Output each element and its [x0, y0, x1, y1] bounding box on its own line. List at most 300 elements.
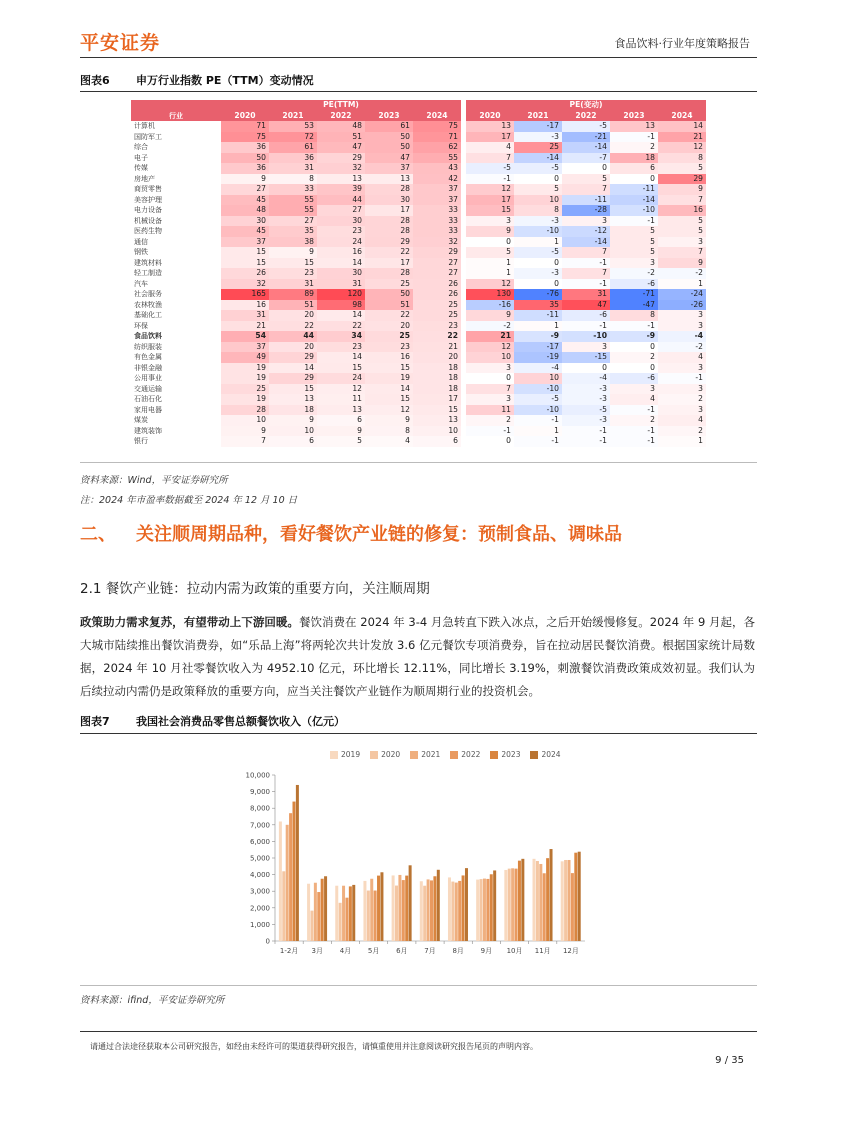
pe-cell: 10 — [269, 426, 317, 437]
bar-2024 — [550, 849, 553, 941]
pe-change-cell: 3 — [658, 237, 706, 248]
pe-change-cell: -28 — [562, 205, 610, 216]
pe-cell: 55 — [269, 195, 317, 206]
bar-2022 — [458, 881, 461, 941]
table-row — [131, 163, 706, 174]
pe-cell: 24 — [317, 373, 365, 384]
pe-cell: 44 — [317, 195, 365, 206]
bar-2021 — [455, 883, 458, 941]
paragraph-lead: 政策助力需求复苏，有望带动上下游回暖。 — [80, 615, 299, 629]
pe-cell: 23 — [269, 268, 317, 279]
pe-cell: 89 — [269, 289, 317, 300]
pe-cell: 51 — [365, 300, 413, 311]
bar-2024 — [352, 885, 355, 941]
pe-cell: 18 — [413, 363, 461, 374]
table-row — [131, 174, 706, 185]
x-tick-label: 5月 — [367, 947, 380, 955]
y-tick-label: 8,000 — [249, 804, 270, 813]
pe-cell: 47 — [317, 142, 365, 153]
pe-cell: 29 — [269, 373, 317, 384]
table-row — [131, 279, 706, 290]
pe-cell: 28 — [221, 405, 269, 416]
pe-cell: 28 — [365, 226, 413, 237]
pe-cell: 11 — [317, 394, 365, 405]
pe-cell: 48 — [317, 121, 365, 132]
pe-change-cell: 3 — [658, 405, 706, 416]
header-year: 2021 — [269, 111, 317, 122]
bar-2023 — [405, 876, 408, 941]
pe-change-cell: 3 — [610, 384, 658, 395]
pe-change-cell: 17 — [466, 195, 514, 206]
bar-2024 — [578, 852, 581, 941]
industry-name: 电力设备 — [134, 206, 162, 215]
pe-change-cell: -1 — [466, 426, 514, 437]
bar-2022 — [317, 892, 320, 941]
bar-2020 — [395, 886, 398, 941]
bar-2020 — [508, 869, 511, 941]
bar-2022 — [486, 879, 489, 941]
industry-name: 通信 — [134, 237, 148, 246]
pe-change-cell: 3 — [658, 310, 706, 321]
pe-cell: 71 — [413, 132, 461, 143]
bar-2019 — [279, 821, 282, 941]
paragraph-body: 餐饮消费在 2024 年 3-4 月急转直下跌入冰点，之后开始缓慢修复。2024 年 9 月起，各大城市陆续推出餐饮消费券，如“乐品上海”将两轮次共计发放 3.6 亿元餐饮专项消费券，旨在拉动居民餐饮消费。根据国家统计局数据，2024 年 10 月社零餐饮收入为 4952.10 亿元，环比增长 12.11%，同比增长 3.19%，刺激餐饮消费政策成效初显。我们认为后续拉动内需仍是政策释放的重要方向，应当关注餐饮产业链作为顺周期行业的投资机会。 — [80, 615, 756, 698]
pe-change-cell: 7 — [562, 184, 610, 195]
pe-change-cell: 4 — [658, 415, 706, 426]
footer-rule — [80, 1031, 757, 1032]
pe-change-cell: 2 — [610, 415, 658, 426]
pe-cell: 25 — [413, 310, 461, 321]
pe-change-cell: -6 — [562, 310, 610, 321]
pe-change-cell: -3 — [514, 268, 562, 279]
fig7-bottom-rule — [80, 985, 757, 986]
pe-cell: 53 — [269, 121, 317, 132]
pe-change-cell: -3 — [562, 384, 610, 395]
pe-change-cell: 5 — [562, 174, 610, 185]
pe-change-cell: 130 — [466, 289, 514, 300]
header-year: 2023 — [610, 111, 658, 122]
legend-label: 2022 — [461, 750, 481, 759]
pe-cell: 38 — [269, 237, 317, 248]
table-row — [131, 247, 706, 258]
pe-table — [131, 100, 706, 447]
pe-change-cell: -1 — [610, 321, 658, 332]
industry-name: 非银金融 — [134, 363, 162, 372]
pe-change-cell: 0 — [610, 342, 658, 353]
industry-name: 基础化工 — [134, 311, 162, 320]
pe-change-cell: 6 — [610, 163, 658, 174]
pe-cell: 61 — [269, 142, 317, 153]
pe-cell: 9 — [221, 174, 269, 185]
bar-2019 — [392, 875, 395, 941]
pe-change-cell: 10 — [514, 373, 562, 384]
pe-cell: 15 — [221, 258, 269, 269]
pe-cell: 33 — [413, 226, 461, 237]
pe-cell: 6 — [269, 436, 317, 447]
pe-change-cell: 3 — [658, 363, 706, 374]
pe-cell: 33 — [413, 205, 461, 216]
pe-cell: 61 — [365, 121, 413, 132]
bar-2021 — [286, 825, 289, 941]
fig6-caption: 申万行业指数 PE（TTM）变动情况 — [136, 74, 314, 87]
bar-2024 — [296, 785, 299, 941]
table-row — [131, 289, 706, 300]
bar-2023 — [574, 853, 577, 941]
pe-cell: 13 — [413, 415, 461, 426]
pe-cell: 26 — [221, 268, 269, 279]
pe-change-cell: 5 — [658, 216, 706, 227]
pe-change-cell: 31 — [562, 289, 610, 300]
pe-cell: 15 — [365, 394, 413, 405]
x-tick-label: 8月 — [452, 947, 464, 955]
pe-cell: 26 — [413, 279, 461, 290]
bar-2024 — [409, 865, 412, 941]
industry-name: 食品饮料 — [134, 332, 162, 341]
pe-cell: 51 — [317, 132, 365, 143]
bar-2024 — [437, 870, 440, 941]
industry-name: 传媒 — [134, 164, 148, 173]
pe-cell: 36 — [269, 153, 317, 164]
pe-change-cell: 5 — [610, 247, 658, 258]
industry-name: 社会服务 — [134, 290, 162, 299]
header-pe-ttm: PE(TTM) — [221, 100, 461, 111]
section-number: 二、 — [80, 524, 116, 545]
pe-cell: 15 — [269, 384, 317, 395]
pe-change-cell: -11 — [610, 184, 658, 195]
table-row — [131, 394, 706, 405]
industry-name: 环保 — [134, 321, 148, 330]
pe-change-cell: 5 — [658, 226, 706, 237]
pe-cell: 62 — [413, 142, 461, 153]
pe-change-cell: 0 — [466, 436, 514, 447]
pe-cell: 9 — [221, 426, 269, 437]
pe-change-cell: -1 — [610, 405, 658, 416]
pe-cell: 30 — [365, 195, 413, 206]
pe-change-cell: -4 — [658, 331, 706, 342]
pe-cell: 23 — [317, 342, 365, 353]
table-row — [131, 153, 706, 164]
pe-cell: 14 — [317, 352, 365, 363]
bar-2019 — [420, 881, 423, 941]
pe-change-cell: -1 — [610, 216, 658, 227]
industry-name: 有色金属 — [134, 353, 162, 362]
fig6-note: 注：2024 年市盈率数据截至 2024 年 12 月 10 日 — [80, 495, 298, 506]
pe-change-cell: 1 — [466, 258, 514, 269]
pe-change-cell: 9 — [658, 184, 706, 195]
table-row — [131, 300, 706, 311]
pe-cell: 55 — [413, 153, 461, 164]
pe-change-cell: -10 — [562, 331, 610, 342]
pe-cell: 36 — [221, 163, 269, 174]
pe-change-cell: 0 — [610, 363, 658, 374]
fig7-number: 图表7 — [80, 715, 110, 728]
pe-change-cell: 21 — [658, 132, 706, 143]
bar-2022 — [345, 898, 348, 941]
pe-cell: 22 — [365, 247, 413, 258]
pe-change-cell: 47 — [562, 300, 610, 311]
industry-name: 综合 — [134, 143, 148, 152]
header-year: 2024 — [413, 111, 461, 122]
bar-2021 — [342, 886, 345, 941]
pe-change-cell: -1 — [562, 258, 610, 269]
pe-cell: 13 — [365, 174, 413, 185]
pe-cell: 13 — [317, 405, 365, 416]
pe-change-cell: -3 — [562, 394, 610, 405]
pe-change-cell: -5 — [562, 121, 610, 132]
pe-change-cell: -17 — [514, 121, 562, 132]
pe-cell: 29 — [317, 153, 365, 164]
pe-change-cell: 0 — [562, 363, 610, 374]
pe-cell: 27 — [413, 268, 461, 279]
table-header-group — [131, 100, 706, 111]
bar-2020 — [310, 911, 313, 941]
fig6-bottom-rule — [80, 462, 757, 463]
pe-cell: 14 — [269, 363, 317, 374]
pe-change-cell: 7 — [466, 153, 514, 164]
x-tick-label: 9月 — [480, 947, 493, 955]
pe-change-cell: 29 — [658, 174, 706, 185]
y-tick-label: 10,000 — [245, 771, 270, 780]
pe-change-cell: -10 — [514, 226, 562, 237]
pe-change-cell: -5 — [514, 394, 562, 405]
pe-change-cell: -26 — [658, 300, 706, 311]
pe-change-cell: -6 — [610, 279, 658, 290]
y-tick-label: 6,000 — [249, 837, 270, 846]
pe-change-cell: 2 — [658, 394, 706, 405]
bar-2021 — [511, 868, 514, 941]
bar-2023 — [292, 802, 295, 941]
header-industry: 行业 — [131, 111, 221, 122]
pe-change-cell: -1 — [466, 174, 514, 185]
pe-cell: 5 — [317, 436, 365, 447]
pe-cell: 39 — [317, 184, 365, 195]
pe-change-cell: -1 — [610, 132, 658, 143]
pe-cell: 8 — [365, 426, 413, 437]
pe-cell: 17 — [365, 258, 413, 269]
bar-2023 — [462, 875, 465, 941]
pe-cell: 37 — [413, 195, 461, 206]
y-tick-label: 1,000 — [249, 920, 270, 929]
pe-change-cell: 1 — [466, 268, 514, 279]
pe-cell: 29 — [413, 247, 461, 258]
bar-2019 — [363, 881, 366, 941]
pe-cell: 27 — [269, 216, 317, 227]
table-row — [131, 195, 706, 206]
industry-name: 建筑装饰 — [134, 426, 162, 435]
pe-change-cell: 25 — [514, 142, 562, 153]
pe-cell: 28 — [365, 184, 413, 195]
bar-2021 — [370, 879, 373, 941]
pe-change-cell: 10 — [514, 195, 562, 206]
table-row — [131, 415, 706, 426]
pe-change-cell: -1 — [658, 373, 706, 384]
pe-cell: 14 — [317, 310, 365, 321]
pe-change-cell: 9 — [466, 226, 514, 237]
pe-change-cell: -1 — [610, 436, 658, 447]
bar-2020 — [339, 903, 342, 941]
pe-cell: 12 — [317, 384, 365, 395]
bar-2023 — [518, 861, 521, 941]
industry-name: 家用电器 — [134, 405, 162, 414]
pe-cell: 13 — [317, 174, 365, 185]
pe-change-cell: 1 — [658, 279, 706, 290]
pe-cell: 9 — [269, 415, 317, 426]
bar-2021 — [427, 879, 430, 941]
pe-change-cell: 11 — [466, 405, 514, 416]
pe-cell: 37 — [365, 163, 413, 174]
pe-cell: 22 — [269, 321, 317, 332]
industry-name: 轻工制造 — [134, 269, 162, 278]
bar-2021 — [398, 875, 401, 941]
pe-cell: 27 — [413, 258, 461, 269]
pe-cell: 51 — [269, 300, 317, 311]
table-row — [131, 331, 706, 342]
industry-name: 建筑材料 — [134, 258, 162, 267]
pe-cell: 30 — [221, 216, 269, 227]
pe-cell: 20 — [269, 342, 317, 353]
pe-change-cell: -4 — [514, 363, 562, 374]
pe-cell: 22 — [413, 331, 461, 342]
pe-change-cell: 3 — [658, 321, 706, 332]
fig6-source: 资料来源：Wind，平安证券研究所 — [80, 475, 228, 486]
bar-2022 — [571, 873, 574, 941]
y-tick-label: 2,000 — [249, 904, 270, 913]
pe-cell: 19 — [221, 363, 269, 374]
pe-cell: 15 — [413, 405, 461, 416]
industry-name: 农林牧渔 — [134, 300, 162, 309]
industry-name: 美容护理 — [134, 195, 162, 204]
pe-cell: 50 — [365, 132, 413, 143]
industry-name: 煤炭 — [134, 416, 148, 425]
pe-change-cell: 0 — [514, 174, 562, 185]
legend-label: 2019 — [341, 750, 361, 759]
pe-change-cell: 14 — [658, 121, 706, 132]
pe-cell: 22 — [365, 310, 413, 321]
pe-change-cell: -4 — [562, 373, 610, 384]
pe-change-cell: 3 — [610, 258, 658, 269]
pe-change-cell: -15 — [562, 352, 610, 363]
table-row — [131, 216, 706, 227]
pe-change-cell: -2 — [658, 342, 706, 353]
y-tick-label: 5,000 — [249, 854, 270, 863]
pe-change-cell: 8 — [658, 153, 706, 164]
fig7-source: 资料来源：ifind，平安证券研究所 — [80, 995, 225, 1006]
bar-2021 — [568, 860, 571, 941]
bar-2022 — [289, 813, 292, 941]
pe-cell: 7 — [221, 436, 269, 447]
pe-change-cell: 18 — [610, 153, 658, 164]
pe-change-cell: 4 — [658, 352, 706, 363]
pe-cell: 47 — [365, 153, 413, 164]
pe-change-cell: 7 — [562, 247, 610, 258]
pe-change-cell: -5 — [466, 163, 514, 174]
pe-cell: 45 — [221, 226, 269, 237]
restaurant-revenue-chart — [240, 745, 600, 965]
pe-cell: 50 — [221, 153, 269, 164]
fig6-number: 图表6 — [80, 74, 110, 87]
y-tick-label: 3,000 — [249, 887, 270, 896]
pe-cell: 16 — [317, 247, 365, 258]
pe-cell: 35 — [269, 226, 317, 237]
pe-cell: 32 — [221, 279, 269, 290]
bar-2019 — [307, 884, 310, 941]
table-row — [131, 142, 706, 153]
pe-change-cell: -11 — [562, 195, 610, 206]
fig6-rule — [80, 91, 757, 92]
pe-change-cell: 0 — [466, 373, 514, 384]
pe-change-cell: -10 — [514, 384, 562, 395]
pe-cell: 43 — [413, 163, 461, 174]
pe-cell: 37 — [221, 237, 269, 248]
pe-change-cell: 12 — [466, 279, 514, 290]
x-tick-label: 11月 — [534, 947, 551, 955]
body-paragraph — [80, 611, 755, 703]
pe-cell: 19 — [221, 373, 269, 384]
y-tick-label: 9,000 — [249, 788, 270, 797]
header-blank — [131, 100, 221, 111]
pe-change-cell: 1 — [658, 436, 706, 447]
pe-cell: 24 — [317, 237, 365, 248]
pe-change-cell: -2 — [610, 268, 658, 279]
pe-cell: 33 — [413, 216, 461, 227]
pe-change-cell: 4 — [466, 142, 514, 153]
pe-change-cell: -3 — [562, 415, 610, 426]
pe-change-cell: 3 — [466, 394, 514, 405]
pe-change-cell: 1 — [514, 237, 562, 248]
bar-2023 — [321, 879, 324, 941]
pe-change-cell: 35 — [514, 300, 562, 311]
pe-change-cell: 5 — [514, 184, 562, 195]
pe-cell: 120 — [317, 289, 365, 300]
bar-2024 — [493, 870, 496, 941]
pe-change-cell: 12 — [466, 184, 514, 195]
pe-cell: 14 — [317, 258, 365, 269]
table-row — [131, 132, 706, 143]
pe-change-cell: 5 — [610, 237, 658, 248]
pe-change-cell: -1 — [514, 415, 562, 426]
pe-change-cell: -14 — [514, 153, 562, 164]
pe-change-cell: -21 — [562, 132, 610, 143]
bar-2022 — [402, 880, 405, 941]
pe-cell: 25 — [365, 331, 413, 342]
bar-2024 — [380, 872, 383, 941]
pe-change-cell: -1 — [562, 426, 610, 437]
pe-cell: 30 — [317, 268, 365, 279]
pe-change-cell: 7 — [562, 268, 610, 279]
pe-cell: 72 — [269, 132, 317, 143]
pe-cell: 8 — [269, 174, 317, 185]
pe-cell: 49 — [221, 352, 269, 363]
pe-cell: 10 — [221, 415, 269, 426]
bar-2021 — [483, 879, 486, 941]
table-row — [131, 184, 706, 195]
pe-change-cell: -9 — [514, 331, 562, 342]
bar-2020 — [282, 871, 285, 941]
pe-cell: 75 — [413, 121, 461, 132]
pe-cell: 75 — [221, 132, 269, 143]
pe-change-cell: 5 — [610, 226, 658, 237]
pe-change-cell: -76 — [514, 289, 562, 300]
pe-cell: 28 — [365, 268, 413, 279]
fig7-rule — [80, 733, 757, 734]
pe-cell: 165 — [221, 289, 269, 300]
pe-cell: 25 — [365, 279, 413, 290]
x-tick-label: 12月 — [562, 947, 579, 955]
pe-cell: 15 — [317, 363, 365, 374]
pe-change-cell: 3 — [562, 216, 610, 227]
pe-change-cell: 1 — [514, 321, 562, 332]
pe-change-cell: -3 — [514, 216, 562, 227]
